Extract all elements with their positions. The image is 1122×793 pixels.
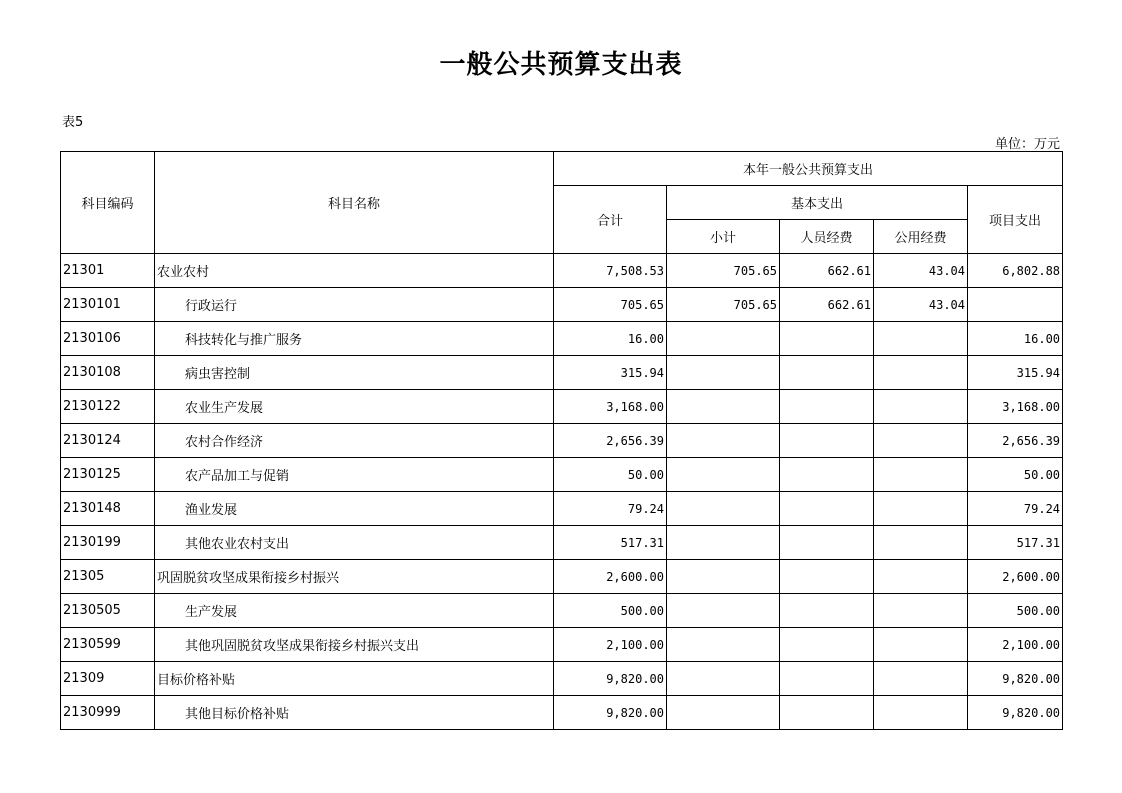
cell-name: 巩固脱贫攻坚成果衔接乡村振兴 xyxy=(155,560,554,594)
cell-project: 3,168.00 xyxy=(968,390,1063,424)
cell-code: 21305 xyxy=(61,560,155,594)
cell-public xyxy=(874,526,968,560)
table-row xyxy=(61,390,1063,424)
cell-code: 2130199 xyxy=(61,526,155,560)
cell-personnel xyxy=(780,356,874,390)
cell-total: 2,100.00 xyxy=(554,628,667,662)
header-group: 本年一般公共预算支出 xyxy=(554,152,1063,186)
cell-project: 500.00 xyxy=(968,594,1063,628)
cell-name: 农产品加工与促销 xyxy=(155,458,554,492)
table-row xyxy=(61,526,1063,560)
table-row xyxy=(61,322,1063,356)
cell-code: 21301 xyxy=(61,254,155,288)
cell-project: 6,802.88 xyxy=(968,254,1063,288)
header-personnel: 人员经费 xyxy=(780,220,874,254)
cell-name: 其他农业农村支出 xyxy=(155,526,554,560)
cell-subtotal xyxy=(667,492,780,526)
cell-total: 705.65 xyxy=(554,288,667,322)
table-row xyxy=(61,254,1063,288)
cell-public: 43.04 xyxy=(874,254,968,288)
cell-code: 2130505 xyxy=(61,594,155,628)
cell-subtotal xyxy=(667,526,780,560)
cell-public xyxy=(874,662,968,696)
cell-total: 315.94 xyxy=(554,356,667,390)
cell-public xyxy=(874,628,968,662)
budget-table xyxy=(60,151,1063,730)
cell-subtotal xyxy=(667,696,780,730)
cell-total: 2,600.00 xyxy=(554,560,667,594)
cell-personnel xyxy=(780,424,874,458)
cell-name: 行政运行 xyxy=(155,288,554,322)
cell-public xyxy=(874,356,968,390)
table-number: 表5 xyxy=(62,115,84,130)
cell-total: 3,168.00 xyxy=(554,390,667,424)
cell-public xyxy=(874,322,968,356)
cell-code: 21309 xyxy=(61,662,155,696)
table-row xyxy=(61,696,1063,730)
header-subtotal: 小计 xyxy=(667,220,780,254)
cell-personnel xyxy=(780,458,874,492)
cell-code: 2130148 xyxy=(61,492,155,526)
cell-subtotal xyxy=(667,356,780,390)
cell-project: 16.00 xyxy=(968,322,1063,356)
cell-public: 43.04 xyxy=(874,288,968,322)
cell-name: 病虫害控制 xyxy=(155,356,554,390)
cell-total: 2,656.39 xyxy=(554,424,667,458)
cell-project: 9,820.00 xyxy=(968,696,1063,730)
cell-subtotal xyxy=(667,594,780,628)
cell-personnel xyxy=(780,696,874,730)
cell-project: 50.00 xyxy=(968,458,1063,492)
cell-name: 其他巩固脱贫攻坚成果衔接乡村振兴支出 xyxy=(155,628,554,662)
cell-project xyxy=(968,288,1063,322)
cell-name: 科技转化与推广服务 xyxy=(155,322,554,356)
header-basic: 基本支出 xyxy=(667,186,968,220)
cell-code: 2130124 xyxy=(61,424,155,458)
table-row xyxy=(61,458,1063,492)
cell-code: 2130108 xyxy=(61,356,155,390)
cell-public xyxy=(874,594,968,628)
cell-total: 9,820.00 xyxy=(554,662,667,696)
cell-personnel: 662.61 xyxy=(780,288,874,322)
table-row xyxy=(61,662,1063,696)
cell-total: 50.00 xyxy=(554,458,667,492)
cell-name: 农村合作经济 xyxy=(155,424,554,458)
cell-name: 农业生产发展 xyxy=(155,390,554,424)
cell-name: 渔业发展 xyxy=(155,492,554,526)
table-row xyxy=(61,628,1063,662)
header-project: 项目支出 xyxy=(968,186,1063,254)
cell-total: 7,508.53 xyxy=(554,254,667,288)
cell-code: 2130999 xyxy=(61,696,155,730)
cell-project: 315.94 xyxy=(968,356,1063,390)
cell-personnel xyxy=(780,526,874,560)
cell-public xyxy=(874,492,968,526)
cell-project: 517.31 xyxy=(968,526,1063,560)
table-row xyxy=(61,594,1063,628)
cell-subtotal xyxy=(667,458,780,492)
table-row xyxy=(61,560,1063,594)
table-row xyxy=(61,424,1063,458)
cell-project: 2,600.00 xyxy=(968,560,1063,594)
cell-subtotal: 705.65 xyxy=(667,254,780,288)
cell-subtotal xyxy=(667,662,780,696)
header-total: 合计 xyxy=(554,186,667,254)
page-title: 一般公共预算支出表 xyxy=(439,50,683,80)
cell-subtotal xyxy=(667,390,780,424)
cell-public xyxy=(874,390,968,424)
cell-code: 2130101 xyxy=(61,288,155,322)
cell-name: 目标价格补贴 xyxy=(155,662,554,696)
cell-public xyxy=(874,696,968,730)
cell-personnel xyxy=(780,390,874,424)
cell-code: 2130106 xyxy=(61,322,155,356)
cell-subtotal: 705.65 xyxy=(667,288,780,322)
cell-personnel: 662.61 xyxy=(780,254,874,288)
cell-code: 2130125 xyxy=(61,458,155,492)
cell-code: 2130599 xyxy=(61,628,155,662)
cell-subtotal xyxy=(667,560,780,594)
cell-subtotal xyxy=(667,322,780,356)
cell-name: 生产发展 xyxy=(155,594,554,628)
cell-personnel xyxy=(780,322,874,356)
cell-public xyxy=(874,424,968,458)
cell-total: 79.24 xyxy=(554,492,667,526)
cell-project: 2,100.00 xyxy=(968,628,1063,662)
table-body xyxy=(61,254,1063,730)
table-row xyxy=(61,356,1063,390)
cell-project: 9,820.00 xyxy=(968,662,1063,696)
cell-total: 16.00 xyxy=(554,322,667,356)
cell-personnel xyxy=(780,662,874,696)
header-name: 科目名称 xyxy=(155,152,554,254)
cell-total: 500.00 xyxy=(554,594,667,628)
table-header xyxy=(61,152,1063,254)
cell-code: 2130122 xyxy=(61,390,155,424)
unit-label: 单位：万元 xyxy=(994,137,1060,152)
cell-public xyxy=(874,560,968,594)
table-row xyxy=(61,288,1063,322)
header-public: 公用经费 xyxy=(874,220,968,254)
cell-personnel xyxy=(780,560,874,594)
cell-total: 517.31 xyxy=(554,526,667,560)
header-code: 科目编码 xyxy=(61,152,155,254)
cell-name: 农业农村 xyxy=(155,254,554,288)
cell-personnel xyxy=(780,492,874,526)
cell-project: 2,656.39 xyxy=(968,424,1063,458)
cell-subtotal xyxy=(667,424,780,458)
cell-public xyxy=(874,458,968,492)
cell-personnel xyxy=(780,594,874,628)
cell-name: 其他目标价格补贴 xyxy=(155,696,554,730)
cell-project: 79.24 xyxy=(968,492,1063,526)
table-row xyxy=(61,492,1063,526)
cell-subtotal xyxy=(667,628,780,662)
cell-personnel xyxy=(780,628,874,662)
cell-total: 9,820.00 xyxy=(554,696,667,730)
